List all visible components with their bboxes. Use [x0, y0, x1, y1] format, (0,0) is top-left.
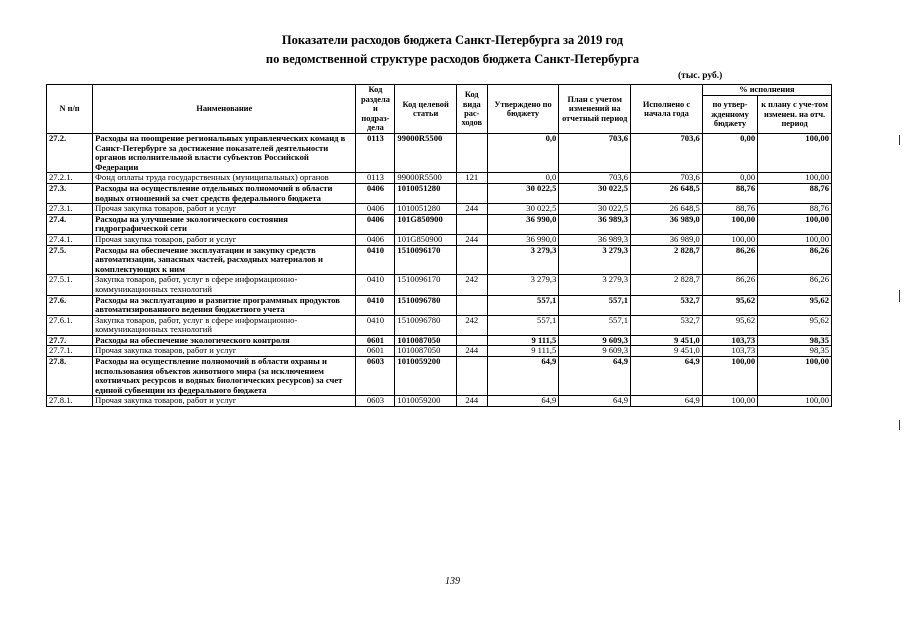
budget-table — [46, 84, 832, 407]
cell-plan: 557,1 — [559, 315, 631, 335]
cell-kind — [456, 245, 487, 275]
cell-section: 0603 — [356, 396, 395, 407]
cell-pct-plan: 95,62 — [758, 295, 832, 315]
cell-pct-approved: 100,00 — [702, 214, 757, 234]
cell-section: 0601 — [356, 346, 395, 357]
cell-approved: 3 279,3 — [487, 245, 559, 275]
cell-executed: 26 648,5 — [631, 183, 703, 203]
cell-executed: 36 989,0 — [631, 234, 703, 245]
cell-name: Расходы на улучшение экологического состояния гидрографической сети — [93, 214, 356, 234]
cell-plan: 3 279,3 — [559, 245, 631, 275]
cell-num: 27.5. — [47, 245, 93, 275]
cell-executed: 9 451,0 — [631, 346, 703, 357]
cell-plan: 557,1 — [559, 295, 631, 315]
cell-approved: 64,9 — [487, 357, 559, 396]
table-row — [47, 346, 832, 357]
cell-name: Расходы на осуществление полномочий в области охраны и использования объектов животного мира (за исключением охотничьих ресурсов и водных биологических ресурсов) за счет единой субвенции из федерального бюджета — [93, 357, 356, 396]
cell-plan: 703,6 — [559, 173, 631, 184]
cell-executed: 532,7 — [631, 315, 703, 335]
cell-target: 101G850900 — [395, 234, 456, 245]
cell-target: 101G850900 — [395, 214, 456, 234]
table-row — [47, 183, 832, 203]
cell-target: 1010059200 — [395, 357, 456, 396]
cell-kind — [456, 335, 487, 346]
cell-section: 0601 — [356, 335, 395, 346]
cell-executed: 2 828,7 — [631, 245, 703, 275]
cell-approved: 30 022,5 — [487, 204, 559, 215]
cell-pct-plan: 88,76 — [758, 183, 832, 203]
cell-num: 27.7.1. — [47, 346, 93, 357]
cell-section: 0406 — [356, 214, 395, 234]
cell-target: 1010059200 — [395, 396, 456, 407]
cell-pct-plan: 95,62 — [758, 315, 832, 335]
cell-pct-plan: 86,26 — [758, 275, 832, 295]
cell-kind: 244 — [456, 346, 487, 357]
cell-kind — [456, 214, 487, 234]
cell-approved: 0,0 — [487, 173, 559, 184]
document-title-line2: по ведомственной структуре расходов бюджета Санкт-Петербурга — [265, 52, 640, 66]
cell-kind: 244 — [456, 234, 487, 245]
cell-target: 1010087050 — [395, 346, 456, 357]
header-plan: План с учетом изменений на отчетный период — [559, 85, 631, 134]
cell-pct-approved: 95,62 — [702, 295, 757, 315]
cell-pct-plan: 100,00 — [758, 214, 832, 234]
header-executed: Исполнено с начала года — [631, 85, 703, 134]
cell-plan: 36 989,3 — [559, 214, 631, 234]
cell-target: 1510096170 — [395, 275, 456, 295]
cell-pct-plan: 100,00 — [758, 134, 832, 173]
cell-target: 1510096170 — [395, 245, 456, 275]
cell-target: 1510096780 — [395, 295, 456, 315]
cell-pct-plan: 100,00 — [758, 396, 832, 407]
cell-name: Закупка товаров, работ, услуг в сфере информационно-коммуникационных технологий — [93, 275, 356, 295]
cell-pct-approved: 100,00 — [702, 357, 757, 396]
cell-executed: 703,6 — [631, 134, 703, 173]
header-section: Код раздела и подраз-дела — [356, 85, 395, 134]
cell-pct-approved: 100,00 — [702, 234, 757, 245]
header-approved: Утверждено по бюджету — [487, 85, 559, 134]
cell-pct-approved: 86,26 — [702, 275, 757, 295]
cell-num: 27.3.1. — [47, 204, 93, 215]
cell-pct-plan: 100,00 — [758, 234, 832, 245]
document-title-line1: Показатели расходов бюджета Санкт-Петербурга за 2019 год — [281, 33, 624, 47]
cell-approved: 64,9 — [487, 396, 559, 407]
cell-pct-plan: 98,35 — [758, 346, 832, 357]
cell-approved: 557,1 — [487, 295, 559, 315]
cell-approved: 36 990,0 — [487, 214, 559, 234]
cell-target: 1010051280 — [395, 204, 456, 215]
cell-kind: 121 — [456, 173, 487, 184]
cell-section: 0410 — [356, 245, 395, 275]
cell-num: 27.4.1. — [47, 234, 93, 245]
scan-edge-mark — [899, 290, 900, 302]
cell-num: 27.6.1. — [47, 315, 93, 335]
cell-approved: 30 022,5 — [487, 183, 559, 203]
header-name: Наименование — [93, 85, 356, 134]
cell-pct-approved: 0,00 — [702, 173, 757, 184]
cell-num: 27.8.1. — [47, 396, 93, 407]
cell-section: 0410 — [356, 295, 395, 315]
cell-executed: 64,9 — [631, 357, 703, 396]
cell-kind — [456, 357, 487, 396]
table-row — [47, 234, 832, 245]
table-row — [47, 335, 832, 346]
cell-name: Расходы на поощрение региональных управленческих команд в Санкт-Петербурге за достижение показателей деятельности органов исполнительной власти субъектов Российской Федерации — [93, 134, 356, 173]
cell-pct-approved: 103,73 — [702, 346, 757, 357]
table-row — [47, 357, 832, 396]
cell-approved: 3 279,3 — [487, 275, 559, 295]
cell-kind — [456, 183, 487, 203]
cell-pct-approved: 88,76 — [702, 183, 757, 203]
cell-kind — [456, 295, 487, 315]
header-pct-group: % исполнения — [702, 85, 831, 96]
cell-approved: 9 111,5 — [487, 335, 559, 346]
cell-section: 0603 — [356, 357, 395, 396]
cell-kind: 242 — [456, 275, 487, 295]
scan-edge-mark — [899, 135, 900, 145]
cell-kind — [456, 134, 487, 173]
cell-plan: 30 022,5 — [559, 204, 631, 215]
table-row — [47, 173, 832, 184]
cell-kind: 244 — [456, 204, 487, 215]
cell-num: 27.2.1. — [47, 173, 93, 184]
cell-num: 27.2. — [47, 134, 93, 173]
cell-section: 0113 — [356, 134, 395, 173]
cell-section: 0410 — [356, 315, 395, 335]
cell-name: Расходы на осуществление отдельных полномочий в области водных отношений за счет средств федерального бюджета — [93, 183, 356, 203]
cell-executed: 36 989,0 — [631, 214, 703, 234]
cell-executed: 26 648,5 — [631, 204, 703, 215]
cell-pct-plan: 100,00 — [758, 357, 832, 396]
cell-pct-plan: 88,76 — [758, 204, 832, 215]
cell-pct-approved: 100,00 — [702, 396, 757, 407]
cell-section: 0410 — [356, 275, 395, 295]
header-pct-plan: к плану с уче-том изменен. на отч. период — [758, 96, 832, 134]
cell-pct-approved: 95,62 — [702, 315, 757, 335]
page-number: 139 — [445, 576, 460, 587]
cell-num: 27.8. — [47, 357, 93, 396]
cell-executed: 2 828,7 — [631, 275, 703, 295]
cell-pct-approved: 103,73 — [702, 335, 757, 346]
cell-target: 99000R5500 — [395, 134, 456, 173]
cell-name: Расходы на обеспечение экологического контроля — [93, 335, 356, 346]
table-row — [47, 315, 832, 335]
cell-target: 1010087050 — [395, 335, 456, 346]
table-row — [47, 134, 832, 173]
cell-plan: 64,9 — [559, 396, 631, 407]
cell-name: Закупка товаров, работ, услуг в сфере информационно-коммуникационных технологий — [93, 315, 356, 335]
cell-pct-approved: 88,76 — [702, 204, 757, 215]
cell-num: 27.6. — [47, 295, 93, 315]
cell-plan: 30 022,5 — [559, 183, 631, 203]
cell-executed: 703,6 — [631, 173, 703, 184]
cell-name: Прочая закупка товаров, работ и услуг — [93, 234, 356, 245]
cell-target: 99000R5500 — [395, 173, 456, 184]
header-target: Код целевой статьи — [395, 85, 456, 134]
cell-name: Прочая закупка товаров, работ и услуг — [93, 204, 356, 215]
cell-pct-plan: 100,00 — [758, 173, 832, 184]
table-row — [47, 295, 832, 315]
cell-plan: 3 279,3 — [559, 275, 631, 295]
cell-num: 27.7. — [47, 335, 93, 346]
cell-executed: 64,9 — [631, 396, 703, 407]
cell-section: 0113 — [356, 173, 395, 184]
cell-name: Прочая закупка товаров, работ и услуг — [93, 346, 356, 357]
cell-plan: 9 609,3 — [559, 346, 631, 357]
cell-target: 1010051280 — [395, 183, 456, 203]
cell-kind: 244 — [456, 396, 487, 407]
cell-plan: 64,9 — [559, 357, 631, 396]
cell-section: 0406 — [356, 234, 395, 245]
cell-plan: 703,6 — [559, 134, 631, 173]
table-row — [47, 396, 832, 407]
cell-section: 0406 — [356, 204, 395, 215]
cell-name: Фонд оплаты труда государственных (муниципальных) органов — [93, 173, 356, 184]
cell-approved: 557,1 — [487, 315, 559, 335]
cell-pct-approved: 86,26 — [702, 245, 757, 275]
table-row — [47, 275, 832, 295]
header-kind: Код вида рас-ходов — [456, 85, 487, 134]
cell-pct-plan: 86,26 — [758, 245, 832, 275]
cell-target: 1510096780 — [395, 315, 456, 335]
cell-approved: 0,0 — [487, 134, 559, 173]
cell-num: 27.3. — [47, 183, 93, 203]
cell-num: 27.4. — [47, 214, 93, 234]
cell-executed: 532,7 — [631, 295, 703, 315]
cell-name: Расходы на обеспечение эксплуатации и закупку средств автоматизации, запасных частей, расходных материалов и комплектующих к ним — [93, 245, 356, 275]
header-num: N п/п — [47, 85, 93, 134]
cell-approved: 9 111,5 — [487, 346, 559, 357]
cell-approved: 36 990,0 — [487, 234, 559, 245]
cell-plan: 9 609,3 — [559, 335, 631, 346]
cell-plan: 36 989,3 — [559, 234, 631, 245]
cell-name: Расходы на эксплуатацию и развитие программных продуктов автоматизированного ведения бюджетного учета — [93, 295, 356, 315]
table-row — [47, 204, 832, 215]
cell-executed: 9 451,0 — [631, 335, 703, 346]
header-pct-approved: по утвер-жденному бюджету — [702, 96, 757, 134]
table-row — [47, 245, 832, 275]
cell-name: Прочая закупка товаров, работ и услуг — [93, 396, 356, 407]
cell-pct-approved: 0,00 — [702, 134, 757, 173]
cell-pct-plan: 98,35 — [758, 335, 832, 346]
units-label: (тыс. руб.) — [678, 71, 723, 81]
cell-section: 0406 — [356, 183, 395, 203]
table-row — [47, 214, 832, 234]
cell-num: 27.5.1. — [47, 275, 93, 295]
cell-kind: 242 — [456, 315, 487, 335]
scan-edge-mark — [899, 420, 900, 430]
